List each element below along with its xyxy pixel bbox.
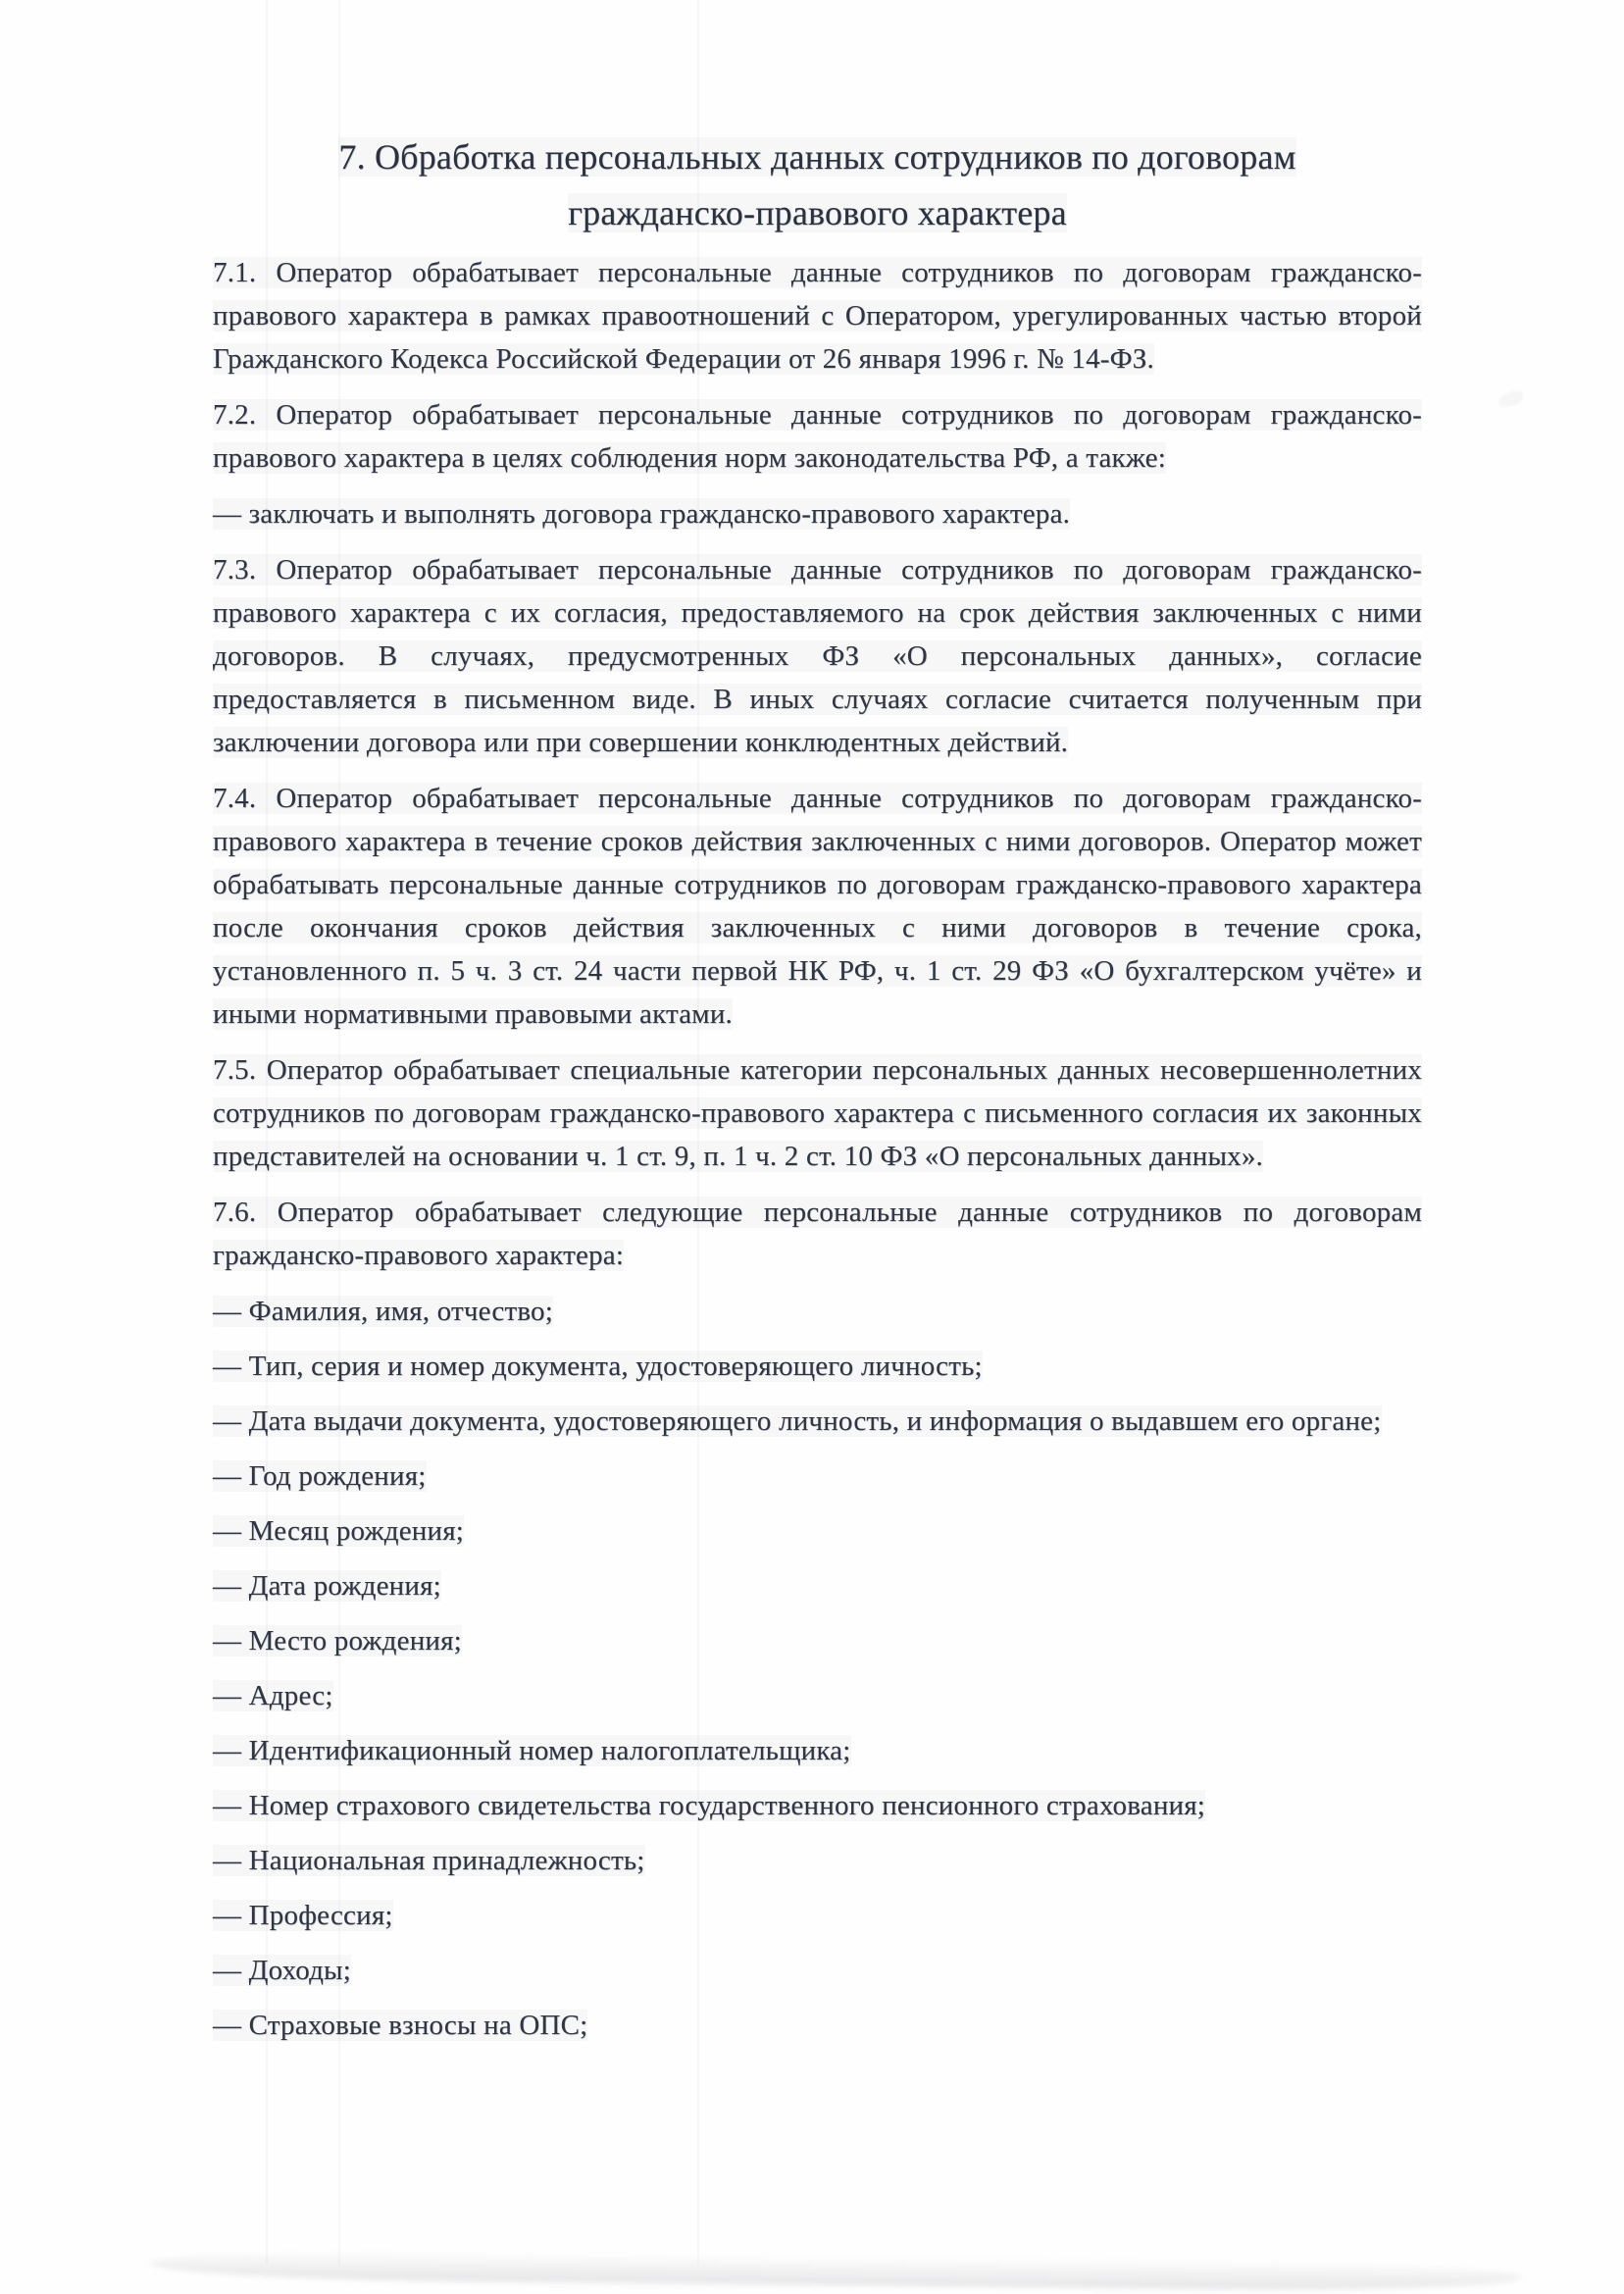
list-item-birth-month-text: — Месяц рождения; (213, 1515, 465, 1547)
list-item-inn-text: — Идентификационный номер налогоплательщика; (213, 1735, 851, 1766)
paragraph-7-6-text: 7.6. Оператор обрабатывает следующие персональные данные сотрудников по договорам гражданско-правового характера: (213, 1197, 1422, 1271)
paragraph-7-6 (213, 1191, 1422, 1277)
section-title-line1 (213, 129, 1422, 185)
list-item-birth-year-text: — Год рождения; (213, 1460, 427, 1492)
list-item-nationality (213, 1839, 1422, 1882)
list-item-inn (213, 1729, 1422, 1772)
list-item-identity-document (213, 1345, 1422, 1388)
paragraph-7-4 (213, 777, 1422, 1036)
list-item-birth-place (213, 1619, 1422, 1662)
list-item-birth-place-text: — Место рождения; (213, 1625, 462, 1657)
list-item-full-name-text: — Фамилия, имя, отчество; (213, 1296, 554, 1327)
list-item-profession-text: — Профессия; (213, 1900, 393, 1931)
section-title-line1-text: 7. Обработка персональных данных сотрудников по договорам (338, 137, 1296, 177)
list-item-pension-insurance-number-text: — Номер страхового свидетельства государственного пенсионного страхования; (213, 1790, 1206, 1821)
list-item-address-text: — Адрес; (213, 1680, 333, 1711)
list-item-ops-contributions (213, 2004, 1422, 2047)
list-item-birth-date (213, 1564, 1422, 1607)
dash-item-conclude-contracts-text: — заключать и выполнять договора гражданско-правового характера. (213, 498, 1071, 530)
list-item-document-issue-info (213, 1400, 1422, 1443)
paragraph-7-4-text: 7.4. Оператор обрабатывает персональные данные сотрудников по договорам гражданско-правового характера в течение сроков действия заключенных с ними договоров. Оператор может обрабатывать персональные данные сотрудников по договорам гражданско-правового характера после окончания сроков действия заключенных с ними договоров в течение срока, установленного п. 5 ч. 3 ст. 24 части первой НК РФ, ч. 1 ст. 29 ФЗ «О бухгалтерском учёте» и иными нормативными правовыми актами. (213, 783, 1422, 1030)
list-item-document-issue-info-text: — Дата выдачи документа, удостоверяющего личность, и информация о выдавшем его органе; (213, 1405, 1382, 1437)
dash-item-conclude-contracts (213, 492, 1422, 535)
paragraph-7-2 (213, 393, 1422, 480)
section-title-line2 (213, 185, 1422, 241)
list-item-birth-year (213, 1454, 1422, 1498)
page-edge-shadow (149, 2249, 1522, 2293)
list-item-full-name (213, 1290, 1422, 1333)
list-item-birth-date-text: — Дата рождения; (213, 1570, 441, 1602)
list-item-ops-contributions-text: — Страховые взносы на ОПС; (213, 2010, 588, 2041)
paragraph-7-3 (213, 548, 1422, 764)
list-item-profession (213, 1894, 1422, 1937)
list-item-nationality-text: — Национальная принадлежность; (213, 1845, 645, 1876)
scan-smudge-artifact (1497, 388, 1525, 409)
paragraph-7-1 (213, 251, 1422, 381)
paragraph-7-2-text: 7.2. Оператор обрабатывает персональные данные сотрудников по договорам гражданско-правового характера в целях соблюдения норм законодательства РФ, а также: (213, 399, 1422, 474)
paragraph-7-5 (213, 1048, 1422, 1178)
paragraph-7-1-text: 7.1. Оператор обрабатывает персональные данные сотрудников по договорам гражданско-правового характера в рамках правоотношений с Оператором, урегулированных частью второй Гражданского Кодекса Российской Федерации от 26 января 1996 г. № 14-ФЗ. (213, 257, 1422, 375)
section-title (213, 129, 1422, 241)
list-item-pension-insurance-number (213, 1784, 1422, 1827)
list-item-income-text: — Доходы; (213, 1955, 351, 1986)
document-body (213, 129, 1422, 2059)
list-item-income (213, 1949, 1422, 1992)
section-title-line2-text: гражданско-правового характера (568, 193, 1067, 232)
list-item-birth-month (213, 1509, 1422, 1553)
list-item-address (213, 1674, 1422, 1717)
paragraph-7-3-text: 7.3. Оператор обрабатывает персональные данные сотрудников по договорам гражданско-правового характера с их согласия, предоставляемого на срок действия заключенных с ними договоров. В случаях, предусмотренных ФЗ «О персональных данных», согласие предоставляется в письменном виде. В иных случаях согласие считается полученным при заключении договора или при совершении конклюдентных действий. (213, 554, 1422, 758)
list-item-identity-document-text: — Тип, серия и номер документа, удостоверяющего личность; (213, 1351, 983, 1382)
paragraph-7-5-text: 7.5. Оператор обрабатывает специальные категории персональных данных несовершеннолетних сотрудников по договорам гражданско-правового характера с письменного согласия их законных представителей на основании ч. 1 ст. 9, п. 1 ч. 2 ст. 10 ФЗ «О персональных данных». (213, 1054, 1422, 1172)
